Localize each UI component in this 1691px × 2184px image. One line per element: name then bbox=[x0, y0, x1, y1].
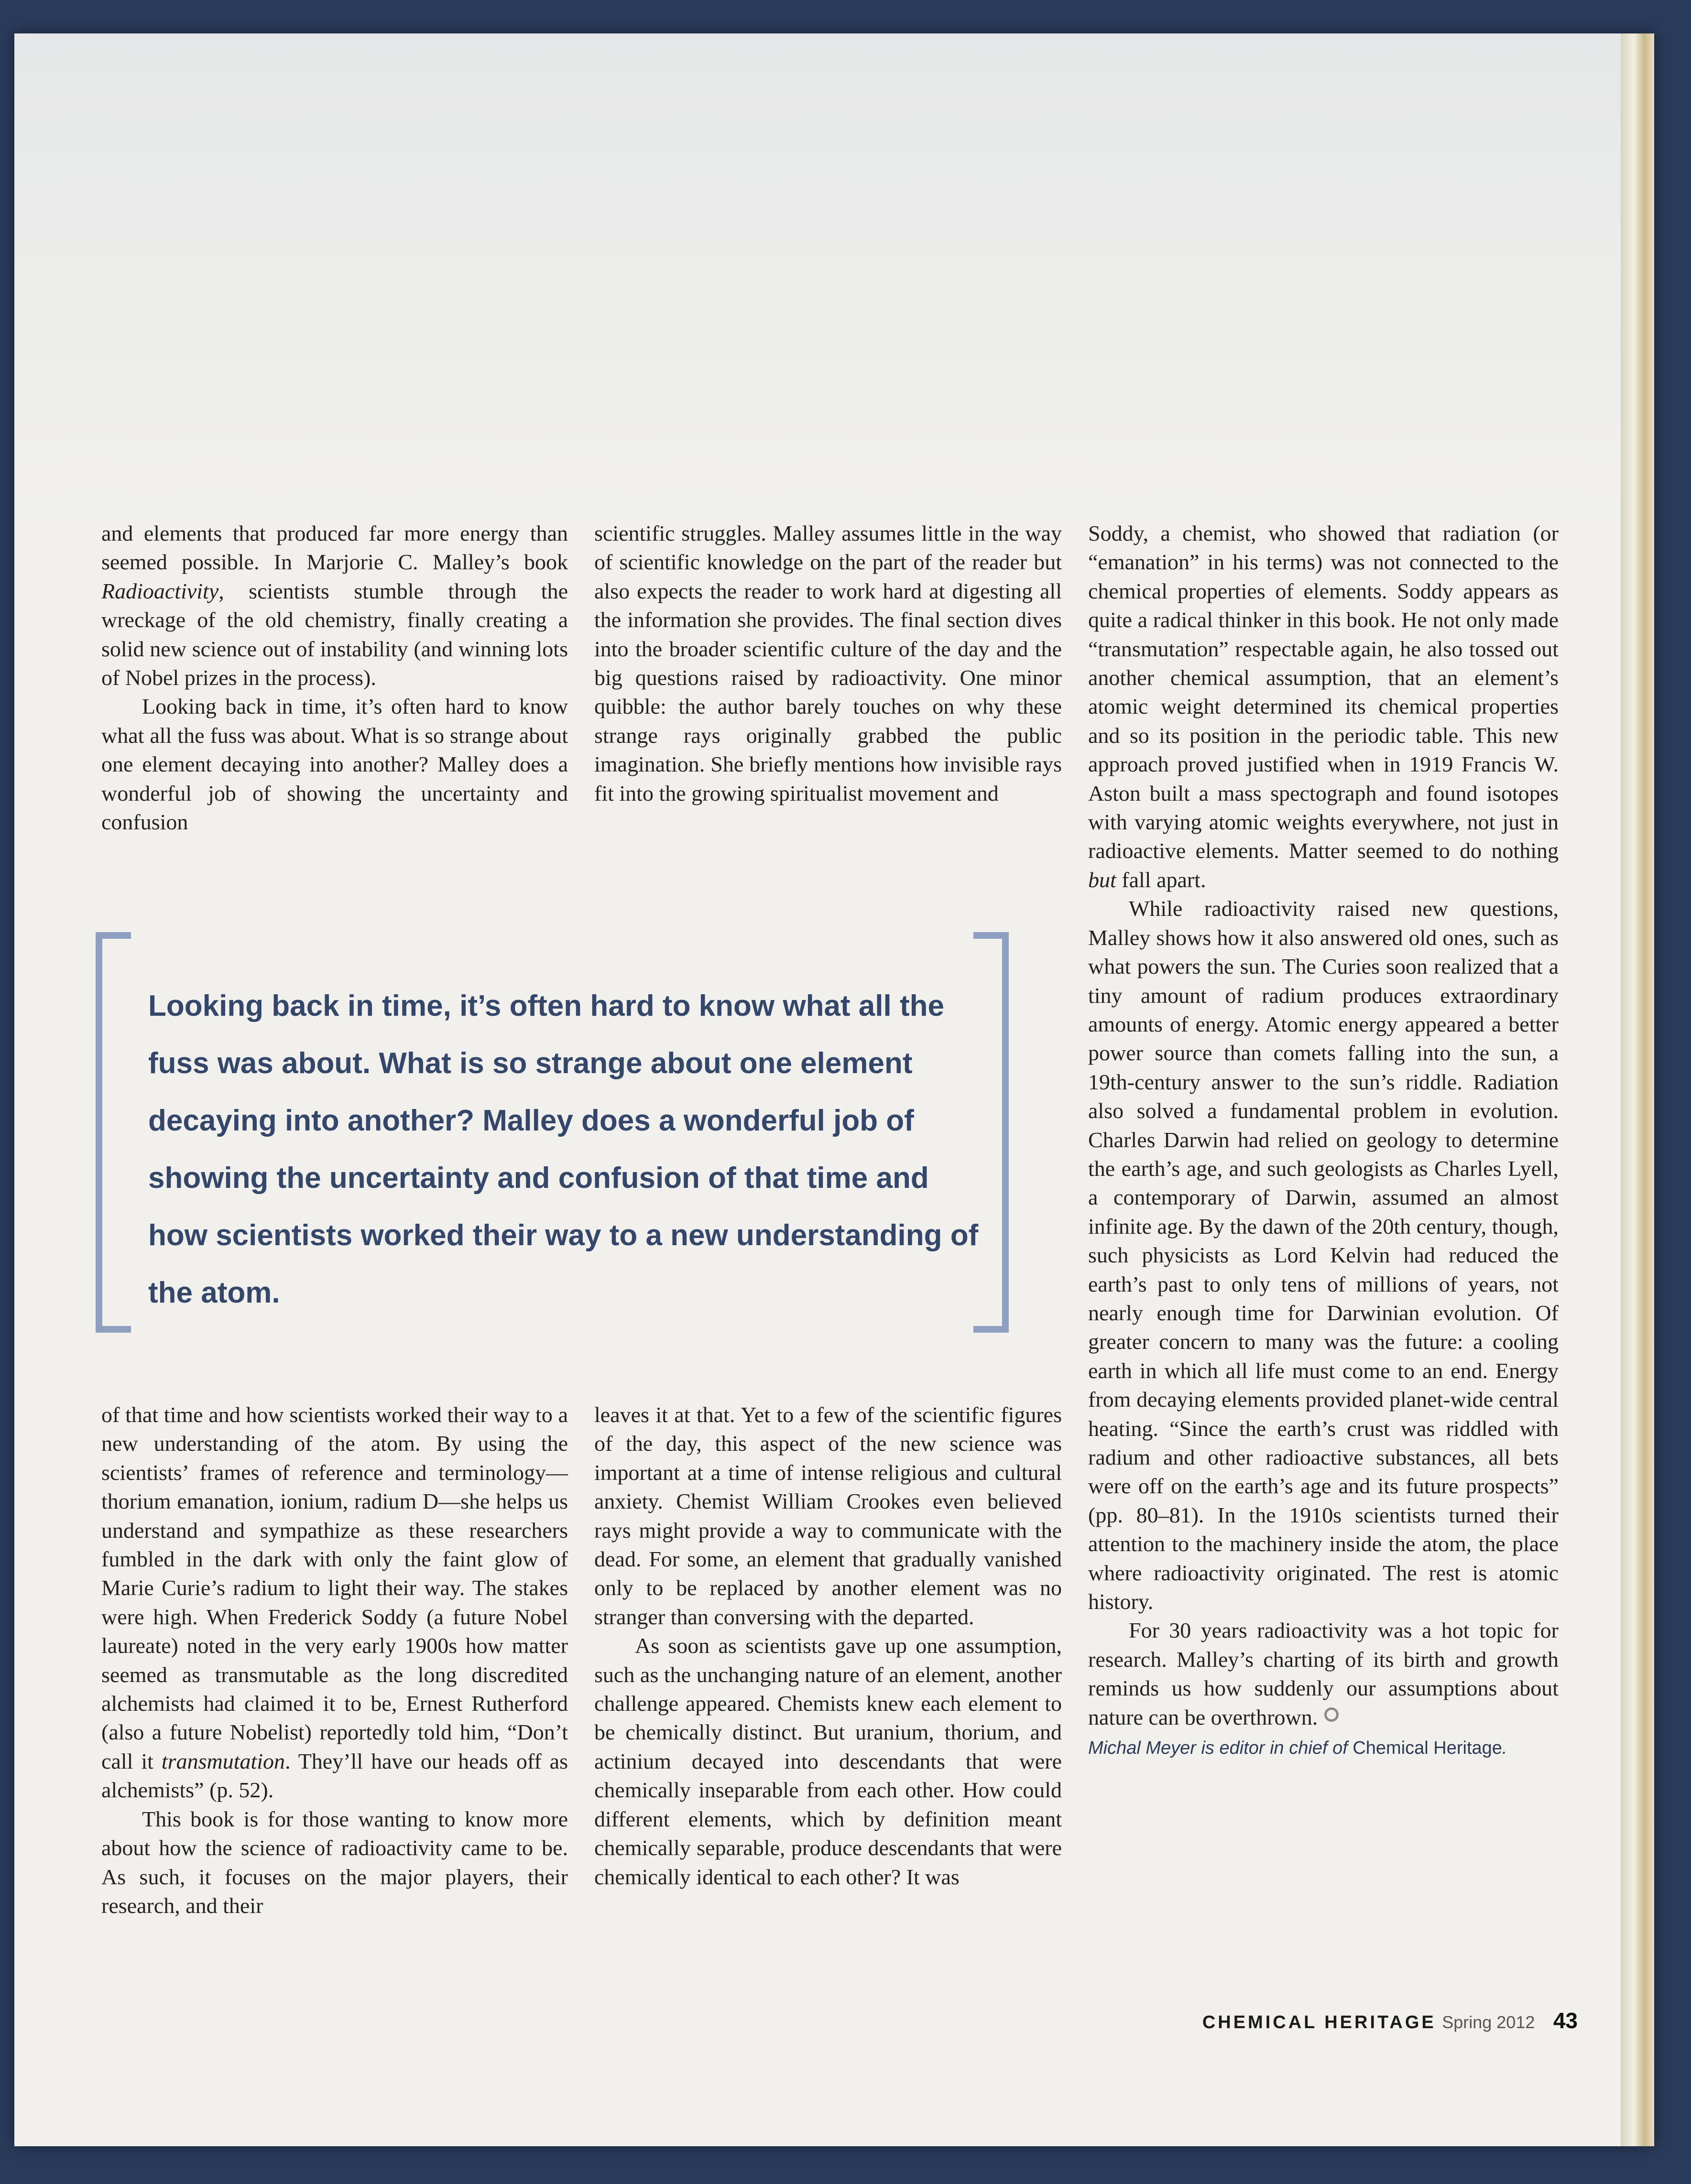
magazine-page bbox=[14, 33, 1654, 2146]
issue-label: Spring 2012 bbox=[1442, 2012, 1535, 2032]
paragraph: Looking back in time, it’s often hard to know what all the fuss was about. What is so strange about one element decaying into another? Malley does a wonderful job of showing the uncertainty and confusion bbox=[101, 694, 568, 835]
paragraph: As soon as scientists gave up one assumption, such as the unchanging nature of an element, another challenge appeared. Chemists knew each element to be chemically distinct. But uranium, thorium, and actinium decayed into descendants that were chemically inseparable from each other. How could different elements, which by definition meant chemically separable, produce descendants that were chemically identical to each other? It was bbox=[594, 1633, 1062, 1889]
paragraph: This book is for those wanting to know more about how the science of radioactivity came to be. As such, it focuses on the major players, their research, and their bbox=[101, 1806, 568, 1918]
column-2-top bbox=[594, 519, 1062, 892]
page-number: 43 bbox=[1553, 2008, 1578, 2033]
paragraph: For 30 years radioactivity was a hot topic for research. Malley’s charting of its birth and growth reminds us how suddenly our assumptions about nature can be overthrown. bbox=[1088, 1618, 1559, 1729]
column-1-top bbox=[101, 519, 568, 892]
pullquote: Looking back in time, it’s often hard to know what all the fuss was about. What is so strange about one element decaying into another? Malley does a wonderful job of showing the uncertainty and confusion of that time and how scientists worked their way to a new understanding of the atom. bbox=[148, 989, 979, 1309]
author-credit: Michal Meyer is editor in chief of Chemical Heritage. bbox=[1088, 1738, 1507, 1759]
paragraph: Soddy, a chemist, who showed that radiation (or “emanation” in his terms) was not connected to the chemical properties of elements. Soddy appears as quite a radical thinker in this book. He not only made “transmutation” respectable again, he also tossed out another chemical assumption, that an element’s atomic weight determined its chemical properties and so its position in the periodic table. This new approach proved justified when in 1919 Francis W. Aston built a mass spectograph and found isotopes with varying atomic weights everywhere, not just in radioactive elements. Matter seemed to do nothing but fall apart. bbox=[1088, 521, 1559, 892]
paragraph: While radioactivity raised new questions, Malley shows how it also answered old ones, such as what powers the sun. The Curies soon realized that a tiny amount of radium produces extraordinary amounts of energy. Atomic energy appeared a better power source than comets falling into the sun, a 19th-century answer to the sun’s riddle. Radiation also solved a fundamental problem in evolution. Charles Darwin had relied on geology to determine the earth’s age, and such geologists as Charles Lyell, a contemporary of Darwin, assumed an almost infinite age. By the dawn of the 20th century, though, such physicists as Lord Kelvin had reduced the earth’s past to only tens of millions of years, not nearly enough time for Darwinian evolution. Of greater concern to many was the future: a cooling earth in which all life must come to an end. Energy from decaying elements provided planet-wide central heating. “Since the earth’s crust was riddled with radium and other radioactive substances, all bets were off on the earth’s age and its future prospects” (pp. 80–81). In the 1910s scientists turned their attention to the machinery inside the atom, the place where radioactivity originated. The rest is atomic history. bbox=[1088, 896, 1559, 1614]
book-title: Radioactivity bbox=[101, 578, 219, 603]
background-photo-fade bbox=[14, 33, 1654, 540]
column-3 bbox=[1088, 519, 1559, 2068]
paragraph: and elements that produced far more energy than seemed possible. In Marjorie C. Malley’s book Radioactivity, scientists stumble through the wreckage of the old chemistry, finally creating a solid new science out of instability (and winning lots of Nobel prizes in the process). bbox=[101, 521, 568, 690]
paragraph: scientific struggles. Malley assumes little in the way of scientific knowledge on the part of the reader but also expects the reader to work hard at digesting all the information she provides. The final section dives into the broader scientific culture of the day and the big questions raised by radioactivity. One minor quibble: the author barely touches on why these strange rays originally grabbed the public imagination. She briefly mentions how invisible rays fit into the growing spiritualist movement and bbox=[594, 521, 1062, 805]
pullquote-bracket-right bbox=[973, 932, 1009, 1333]
publication-name: CHEMICAL HERITAGE bbox=[1202, 2012, 1436, 2032]
paragraph: of that time and how scientists worked their way to a new understanding of the atom. By using the scientists’ frames of reference and terminology—thorium emanation, ionium, radium D—she helps us understand and sympathize as these researchers fumbled in the dark with only the faint glow of Marie Curie’s radium to light their way. The stakes were high. When Frederick Soddy (a future Nobel laureate) noted in the very early 1900s how matter seemed as transmutable as the long discredited alchemists had claimed it to be, Ernest Rutherford (also a future Nobelist) reportedly told him, “Don’t call it transmutation. They’ll have our heads off as alchemists” (p. 52). bbox=[101, 1402, 568, 1803]
paragraph: leaves it at that. Yet to a few of the scientific figures of the day, this aspect of the new science was important at a time of intense religious and cultural anxiety. Chemist William Crookes even believed rays might provide a way to communicate with the dead. For some, an element that gradually vanished only to be replaced by another element was no stranger than conversing with the departed. bbox=[594, 1402, 1062, 1629]
pullquote-bracket-left bbox=[96, 932, 131, 1333]
end-of-article-circle-icon bbox=[1324, 1707, 1339, 1722]
column-2-bottom bbox=[594, 1401, 1062, 2070]
page-footer bbox=[1171, 2008, 1578, 2033]
column-1-bottom bbox=[101, 1401, 568, 2070]
page-edge bbox=[1621, 33, 1654, 2146]
